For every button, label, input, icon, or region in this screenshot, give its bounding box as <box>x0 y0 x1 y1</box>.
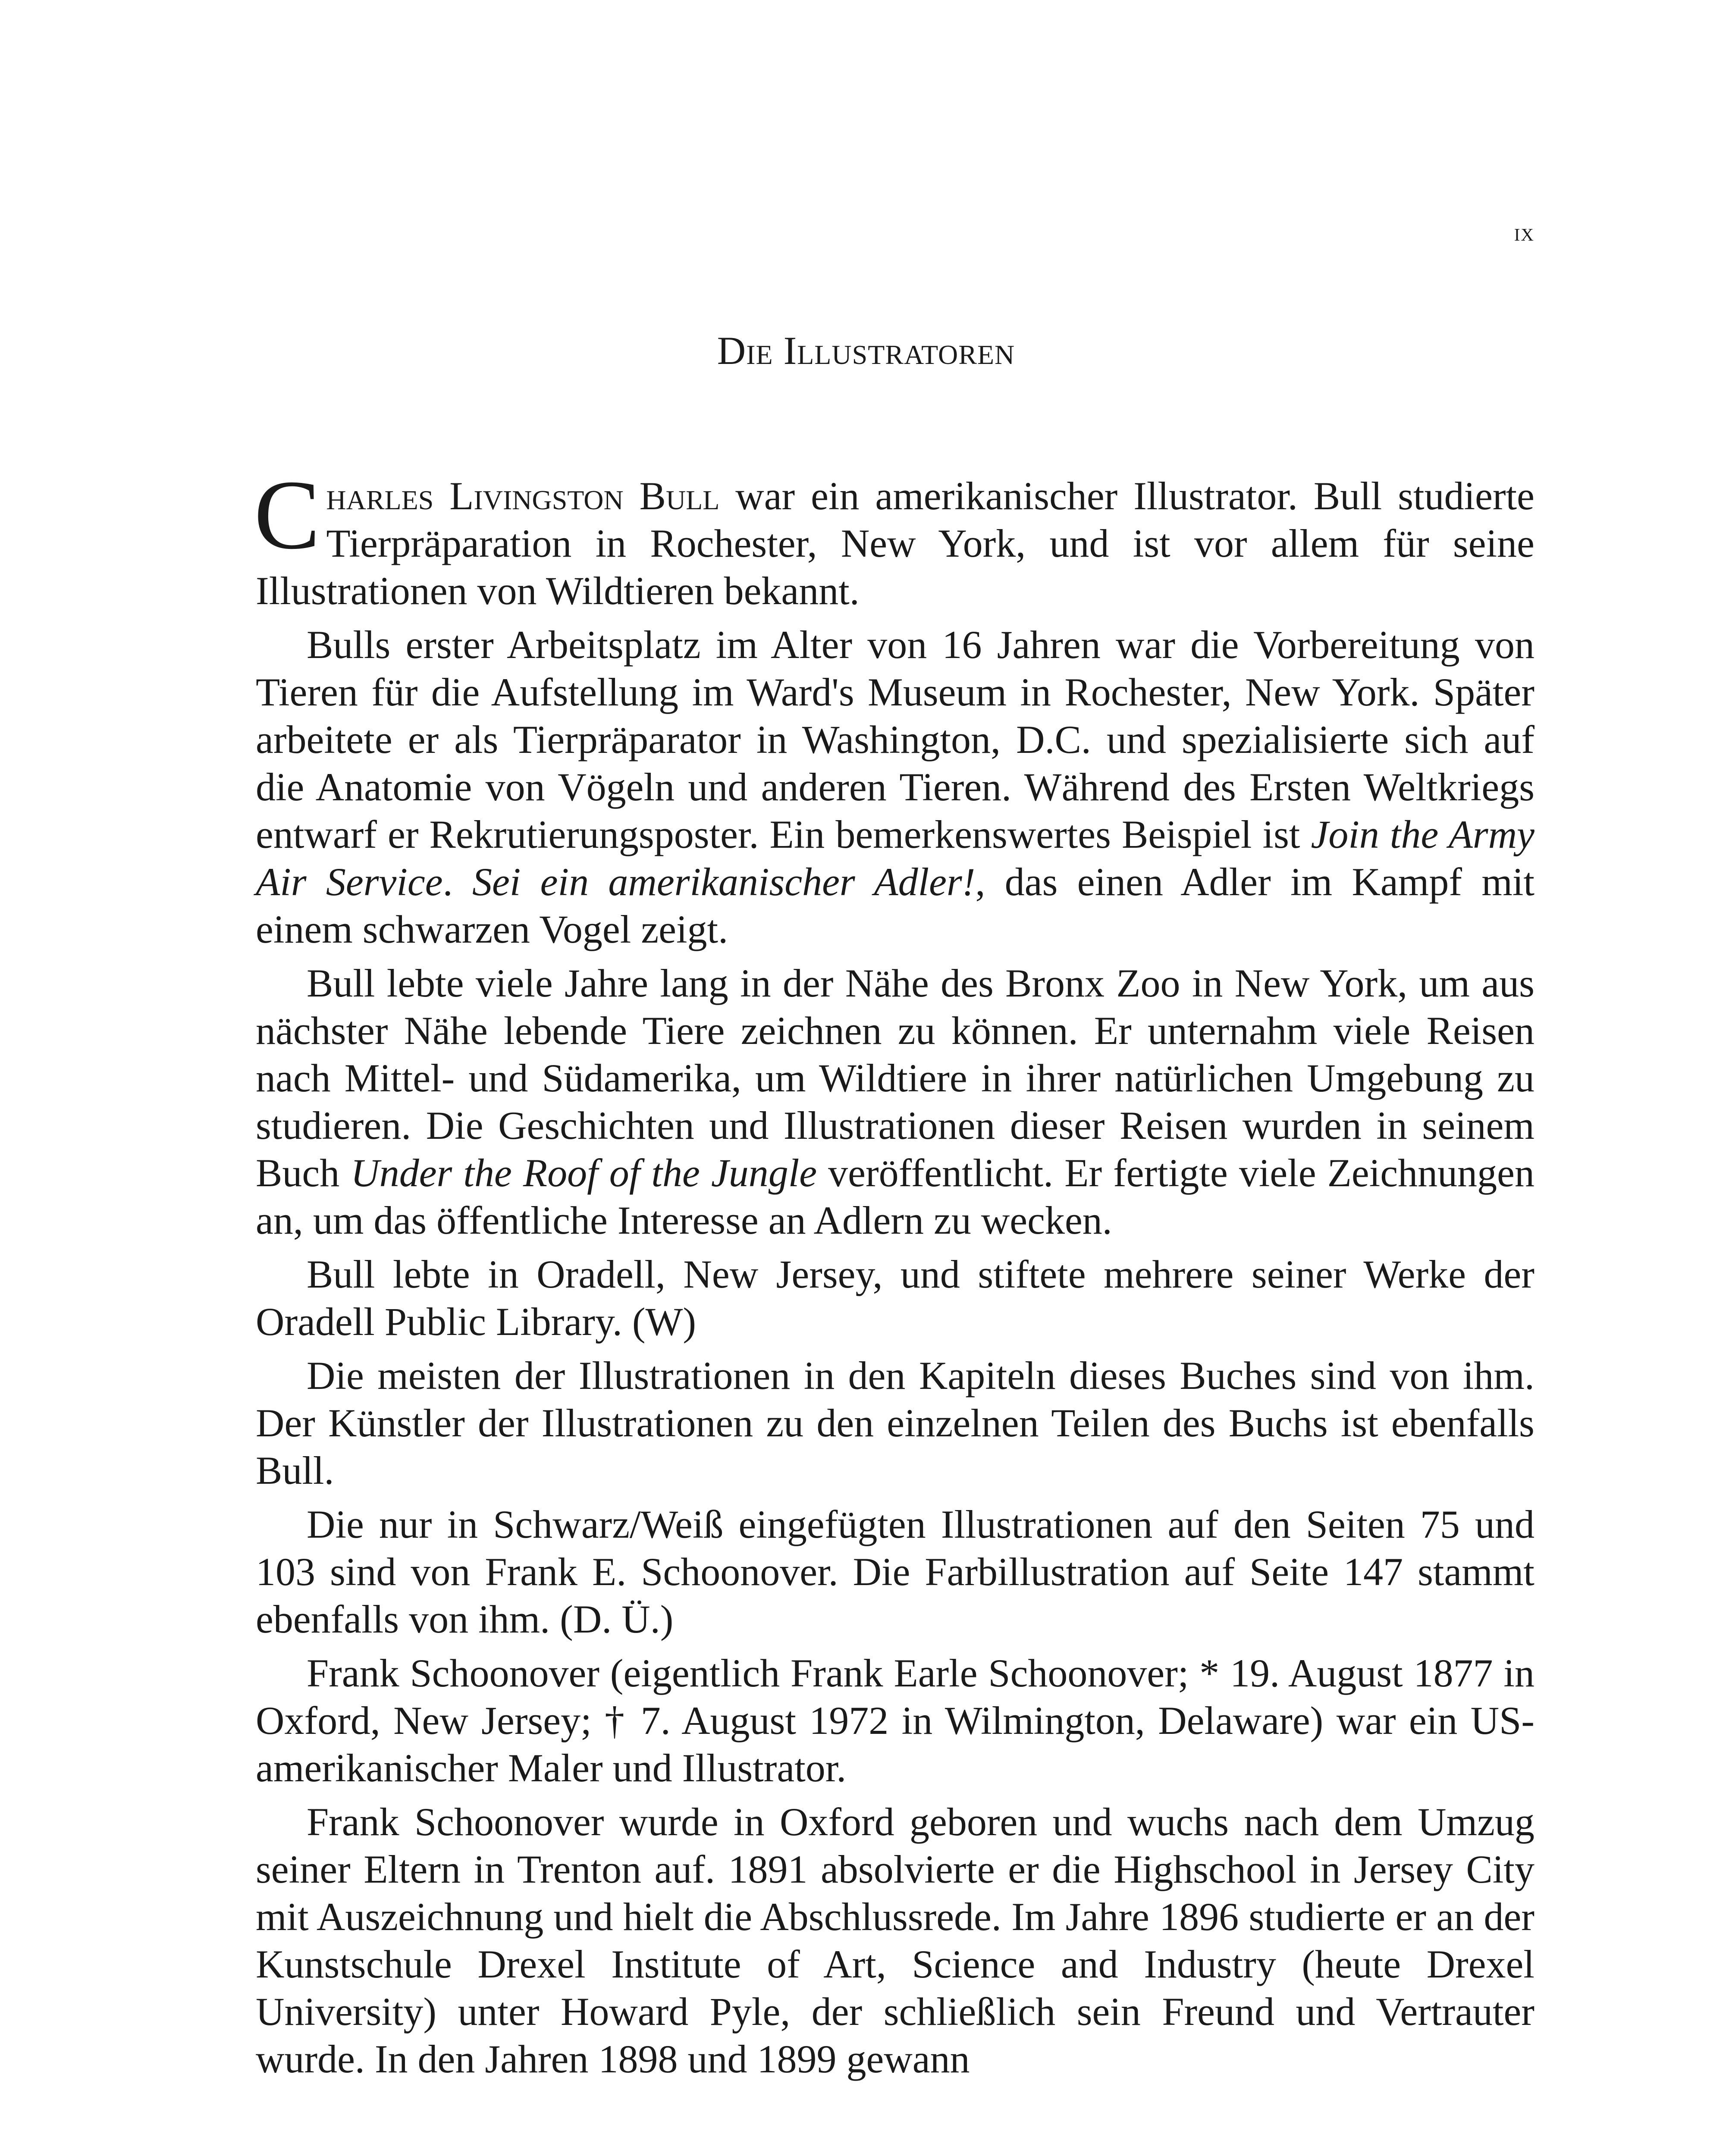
paragraph-7: Frank Schoonover (eigentlich Frank Earle Schoonover; * 19. August 1877 in Oxford, New Jersey; † 7. August 1972 in Wilmington, Delaware) war ein US-amerikanischer Maler und Illustrator. <box>256 1651 1534 1790</box>
paragraph-8: Frank Schoonover wurde in Oxford geboren und wuchs nach dem Umzug seiner Eltern in Trenton auf. 1891 absolvierte er die Highschool in Jersey City mit Auszeichnung und hielt die Abschlussrede. Im Jahre 1896 studierte er an der Kunstschule Drexel Institute of Art, Science and Industry (heute Drexel University) unter Howard Pyle, der schließlich sein Freund und Vertrauter wurde. In den Jahren 1898 und 1899 gewann <box>256 1800 1534 2081</box>
paragraph-3-text-b: veröffentlicht. Er fertigte viele Zeichnungen an, um das öffentliche Interesse an Adlern zu wecken. <box>256 1151 1534 1242</box>
body-text <box>254 460 1535 2089</box>
paragraph-2-text-b: . <box>442 860 472 904</box>
paragraph-4: Bull lebte in Oradell, New Jersey, und stiftete mehrere seiner Werke der Oradell Public Library. (W) <box>256 1252 1534 1344</box>
paragraph-3 <box>256 959 1534 1244</box>
drop-cap: C <box>254 460 320 570</box>
paragraph-2 <box>256 621 1534 953</box>
book-title: Under the Roof of the Jungle <box>351 1151 817 1195</box>
paragraph-6: Die nur in Schwarz/Weiß eingefügten Illustrationen auf den Seiten 75 und 103 sind von Frank E. Schoonover. Die Farbillustration auf Seite 147 stammt ebenfalls von ihm. (D. Ü.) <box>256 1502 1534 1641</box>
paragraph-5: Die meisten der Illustrationen in den Kapiteln dieses Buches sind von ihm. Der Künstler der Illustrationen zu den einzelnen Teilen des Buchs ist ebenfalls Bull. <box>256 1354 1534 1492</box>
paragraph-2-text-c: , das einen Adler im Kampf mit einem schwarzen Vogel zeigt. <box>256 860 1534 951</box>
page-number: ix <box>1514 218 1534 246</box>
paragraph-2-text-a: Bulls erster Arbeitsplatz im Alter von 16 Jahren war die Vorbereitung von Tieren für die Aufstellung im Ward's Museum in Rochester, New York. Später arbeitete er als Tierpräparator in Washington, D.C. und spezialisierte sich auf die Anatomie von Vögeln und anderen Tieren. Während des Ersten Weltkriegs entwarf er Rekrutierungsposter. Ein bemerkenswertes Beispiel ist <box>256 623 1534 856</box>
paragraph-3-text-a: Bull lebte viele Jahre lang in der Nähe des Bronx Zoo in New York, um aus nächster Nähe lebende Tiere zeichnen zu können. Er unternahm viele Reisen nach Mittel- und Südamerika, um Wildtiere in ihrer natürlichen Umgebung zu studieren. Die Geschichten und Illustrationen dieser Reisen wurden in seinem Buch <box>256 961 1534 1195</box>
chapter-title: Die Illustratoren <box>717 329 1015 373</box>
paragraph-1-text: war ein amerikanischer Illustrator. Bull studierte Tierpräparation in Rochester, New York, und ist vor allem für seine Illustrationen von Wildtieren bekannt. <box>256 474 1535 613</box>
author-name-small-caps: harles Livingston Bull <box>326 474 720 518</box>
poster-slogan: Sei ein amerikanischer Adler! <box>472 860 976 904</box>
paragraph-1 <box>254 460 1535 614</box>
poster-title: Join the Army Air Service <box>256 812 1534 904</box>
